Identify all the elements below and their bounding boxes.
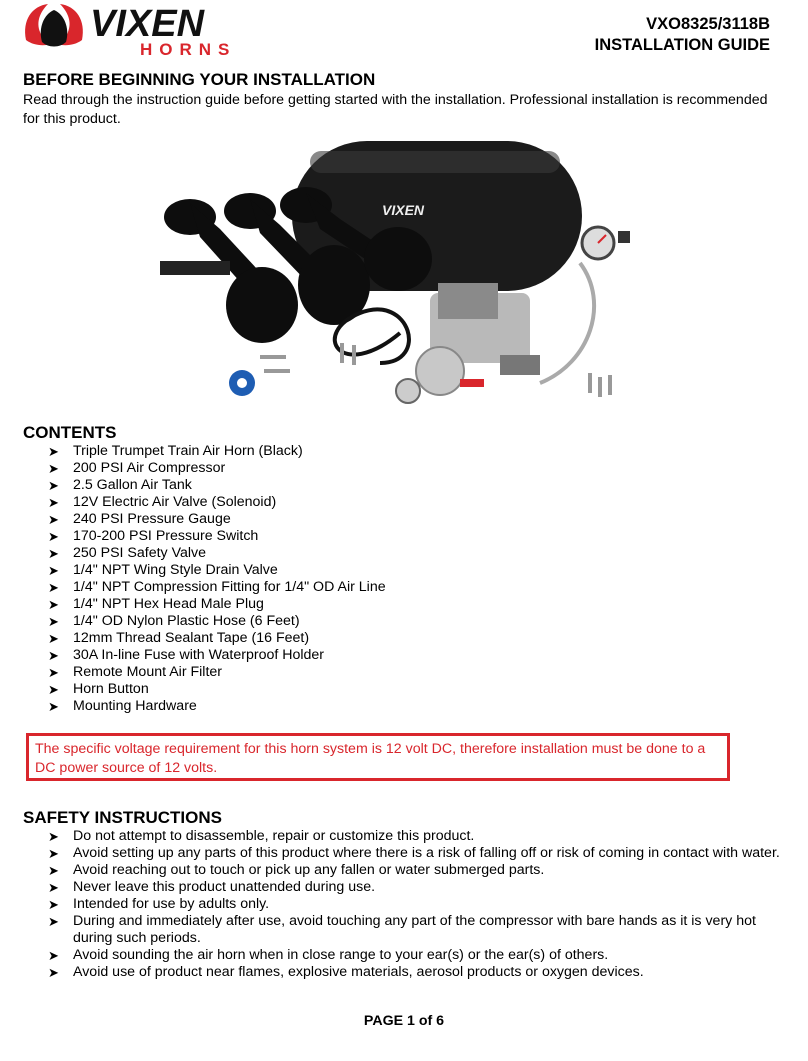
arrow-bullet-icon: ➤ (48, 444, 59, 459)
list-item: ➤ 200 PSI Air Compressor (48, 460, 226, 476)
arrow-bullet-icon: ➤ (48, 829, 59, 844)
list-item: ➤ Remote Mount Air Filter (48, 664, 223, 680)
model-number: VXO8325/3118B (646, 15, 770, 33)
list-item: ➤ 1/4" OD Nylon Plastic Hose (6 Feet) (48, 613, 300, 629)
list-item: ➤ Avoid sounding the air horn when in close range to your ear(s) or the ear(s) of others. (48, 947, 609, 963)
list-item: ➤ Avoid reaching out to touch or pick up any fallen or water submerged parts. (48, 862, 545, 878)
arrow-bullet-icon: ➤ (48, 880, 59, 895)
logo-wordmark: VIXEN (90, 3, 205, 45)
arrow-bullet-icon: ➤ (48, 478, 59, 493)
list-item: ➤ Avoid setting up any parts of this product where there is a risk of falling off or risk of coming in contact with water. (48, 845, 780, 861)
arrow-bullet-icon: ➤ (48, 631, 59, 646)
before-heading: BEFORE BEGINNING YOUR INSTALLATION (23, 70, 376, 89)
list-item: ➤ Horn Button (48, 681, 149, 697)
horns-emblem-icon (25, 4, 83, 47)
list-item: ➤ 12mm Thread Sealant Tape (16 Feet) (48, 630, 310, 646)
before-text: Read through the instruction guide before getting started with the installation. Professional installation is recommended for this product. (23, 92, 768, 127)
doc-title: INSTALLATION GUIDE (594, 36, 770, 54)
tank-logo: VIXEN (382, 202, 425, 218)
arrow-bullet-icon: ➤ (48, 648, 59, 663)
list-item: ➤ 170-200 PSI Pressure Switch (48, 528, 259, 544)
arrow-bullet-icon: ➤ (48, 682, 59, 697)
arrow-bullet-icon: ➤ (48, 461, 59, 476)
arrow-bullet-icon: ➤ (48, 914, 59, 929)
list-item: ➤ 1/4" NPT Compression Fitting for 1/4" OD Air Line (48, 579, 386, 595)
list-item: ➤ Triple Trumpet Train Air Horn (Black) (48, 443, 303, 459)
arrow-bullet-icon: ➤ (48, 563, 59, 578)
horn-button-icon (396, 379, 420, 403)
list-item: ➤ 12V Electric Air Valve (Solenoid) (48, 494, 277, 510)
arrow-bullet-icon: ➤ (48, 597, 59, 612)
logo-subtitle: HORNS (140, 40, 237, 58)
list-item: ➤ 30A In-line Fuse with Waterproof Holder (48, 647, 325, 663)
list-item: ➤ During and immediately after use, avoid touching any part of the compressor with bare hands as it is very hot during such periods. (48, 913, 756, 946)
list-item: ➤ Never leave this product unattended during use. (48, 879, 376, 895)
list-item: ➤ 1/4" NPT Hex Head Male Plug (48, 596, 264, 612)
air-compressor (416, 283, 540, 395)
voltage-warning-text: The specific voltage requirement for this horn system is 12 volt DC, therefore installation must be done to a DC power source of 12 volts. (35, 741, 706, 776)
list-item: ➤ 240 PSI Pressure Gauge (48, 511, 231, 527)
voltage-warning-box (26, 733, 730, 781)
safety-heading: SAFETY INSTRUCTIONS (23, 808, 222, 827)
safety-list (48, 828, 788, 981)
arrow-bullet-icon: ➤ (48, 614, 59, 629)
list-item: ➤ 1/4" NPT Wing Style Drain Valve (48, 562, 278, 578)
document-id (595, 14, 770, 56)
vixen-horns-logo (22, 2, 238, 58)
arrow-bullet-icon: ➤ (48, 897, 59, 912)
list-item: ➤ 2.5 Gallon Air Tank (48, 477, 192, 493)
arrow-bullet-icon: ➤ (48, 529, 59, 544)
arrow-bullet-icon: ➤ (48, 546, 59, 561)
list-item: ➤ Intended for use by adults only. (48, 896, 270, 912)
page-number: PAGE 1 of 6 (363, 1013, 445, 1029)
list-item: ➤ Mounting Hardware (48, 698, 197, 714)
list-item: ➤ Do not attempt to disassemble, repair or customize this product. (48, 828, 475, 844)
arrow-bullet-icon: ➤ (48, 665, 59, 680)
list-item: ➤ Avoid use of product near flames, explosive materials, aerosol products or oxygen devices. (48, 964, 644, 980)
arrow-bullet-icon: ➤ (48, 948, 59, 963)
arrow-bullet-icon: ➤ (48, 699, 59, 714)
arrow-bullet-icon: ➤ (48, 863, 59, 878)
contents-heading: CONTENTS (23, 423, 117, 442)
arrow-bullet-icon: ➤ (48, 580, 59, 595)
product-photo (160, 133, 650, 408)
arrow-bullet-icon: ➤ (48, 965, 59, 980)
arrow-bullet-icon: ➤ (48, 495, 59, 510)
arrow-bullet-icon: ➤ (48, 846, 59, 861)
list-item: ➤ 250 PSI Safety Valve (48, 545, 207, 561)
arrow-bullet-icon: ➤ (48, 512, 59, 527)
contents-list (48, 443, 788, 715)
